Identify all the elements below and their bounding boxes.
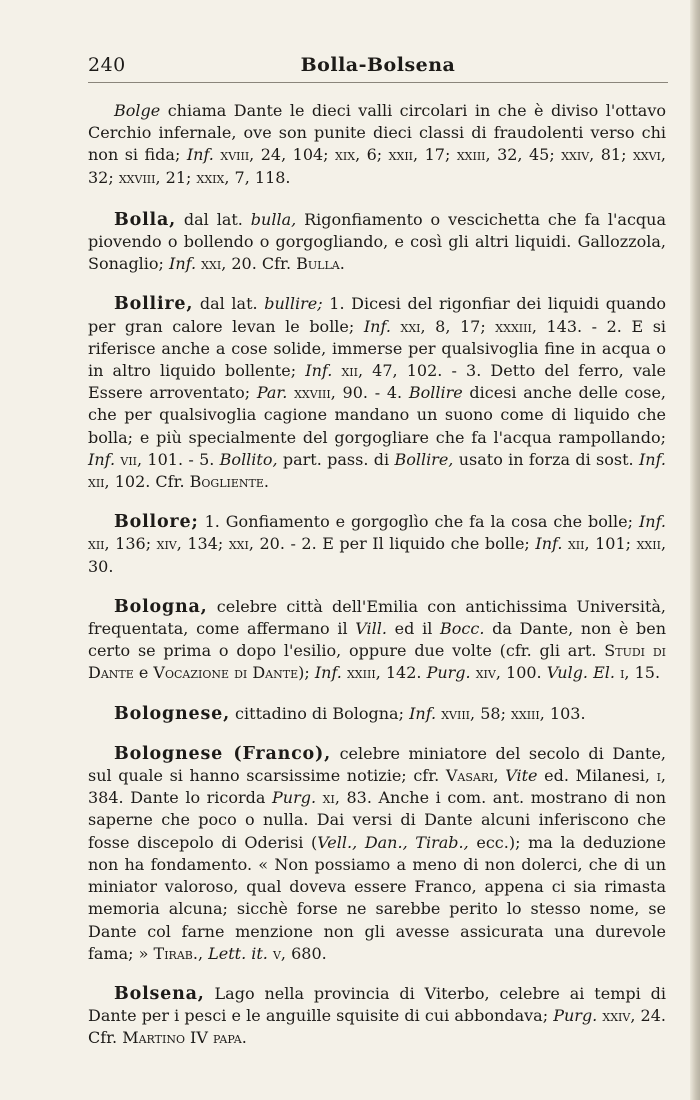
entry-bollore bbox=[88, 511, 666, 578]
smallcaps-text: xxiv bbox=[597, 1006, 631, 1026]
smallcaps-text: xxii bbox=[636, 534, 661, 554]
italic-text: Vell., Dan., Tirab., bbox=[317, 832, 469, 852]
entry-text: , 101. - 5. bbox=[137, 449, 220, 469]
entry-text: , 143. - 2. E si riferisce anche a cose solide, immerse per qualsivoglia fine in acqua o in altro liquido bollente; bbox=[88, 316, 667, 381]
entry-text: dicesi anche delle cose, che per qualsivoglia cagione mandano un suono come di liquido che bolla; e più specialmente del gorgogliare che fa l'acqua rampollando; bbox=[88, 383, 667, 447]
entry-text: , 136; bbox=[104, 534, 157, 554]
entry-text: , 142. bbox=[375, 663, 427, 683]
page-number: 240 bbox=[88, 54, 126, 76]
entry-headword: Bolla, bbox=[114, 209, 176, 230]
entry-text: dal lat. bbox=[176, 209, 251, 229]
entry-text: , 47, 102. - 3. Detto del ferro, vale Essere arroventato; bbox=[88, 361, 667, 403]
entry-text: , 20. - 2. E per Il liquido che bolle; bbox=[248, 534, 536, 554]
entry-text: , bbox=[197, 943, 209, 963]
smallcaps-text: xxvi bbox=[632, 145, 661, 165]
smallcaps-text: xviii bbox=[213, 145, 250, 165]
italic-text: Bolge bbox=[114, 101, 161, 120]
entry-text: ecc.); ma la deduzione non ha fondamento. « Non possiamo a meno di non dolerci, che di un miniator valoroso, qual doveva essere Franco, appena ci sia rimasta memoria alcuna; sicchè forse ne sarebbe perito lo stesso nome, se Dante col farne menzione non gli avesse assicurata una durevole fama; » bbox=[88, 832, 666, 963]
entry-headword: Bollore; bbox=[114, 512, 199, 533]
entry-headword: Bollire, bbox=[114, 294, 194, 315]
italic-text: Lett. it. bbox=[208, 943, 268, 963]
entry-text: , 384. Dante lo ricorda bbox=[88, 766, 667, 808]
entry-text: . bbox=[241, 1028, 247, 1048]
smallcaps-text: xxi bbox=[390, 316, 421, 336]
smallcaps-text: xii bbox=[332, 361, 358, 381]
entry-text: , 6; bbox=[355, 145, 389, 165]
smallcaps-text: xxii bbox=[388, 145, 414, 165]
entry-text: da Dante, non è ben certo se prima o dopo l'esilio, oppure due volte (cfr. gli art. bbox=[88, 619, 667, 661]
smallcaps-text: i bbox=[614, 663, 625, 683]
entry-text: celebre città dell'Emilia con antichissima Università, frequentata, come affermano il bbox=[88, 596, 666, 639]
smallcaps-text: i bbox=[656, 766, 661, 786]
smallcaps-text: Studi di Dante bbox=[88, 641, 666, 683]
smallcaps-text: xxviii bbox=[118, 167, 156, 187]
italic-text: Vulg. El. bbox=[546, 663, 615, 683]
entry-text: ed. Milanesi, bbox=[537, 766, 657, 786]
entry-text: , 32; bbox=[88, 145, 666, 187]
italic-text: Inf. bbox=[305, 361, 333, 381]
smallcaps-text: xii bbox=[562, 534, 585, 554]
entry-text: , 103. bbox=[539, 703, 586, 723]
smallcaps-text: xxi bbox=[228, 534, 249, 554]
entry-text: , 100. bbox=[495, 663, 547, 683]
entry-bolognese-franco bbox=[88, 743, 666, 965]
italic-text: Inf. bbox=[169, 254, 197, 274]
smallcaps-text: v bbox=[267, 943, 281, 963]
entry-headword: Bologna, bbox=[114, 596, 208, 617]
smallcaps-text: xxix bbox=[196, 167, 225, 187]
italic-text: Vill. bbox=[355, 619, 387, 639]
entry-text: , 90. - 4. bbox=[330, 383, 409, 403]
italic-text: Bollito, bbox=[219, 449, 278, 469]
entry-text: , 15. bbox=[624, 663, 661, 683]
smallcaps-text: xxviii bbox=[287, 383, 331, 403]
entry-text: , 81; bbox=[589, 145, 633, 165]
entry-text: part. pass. di bbox=[277, 449, 395, 469]
italic-text: Purg. bbox=[272, 788, 317, 808]
entry-bologna bbox=[88, 596, 666, 685]
smallcaps-text: Tirab. bbox=[153, 943, 198, 963]
entry-text: , 102. Cfr. bbox=[104, 472, 190, 492]
entry-text: e bbox=[133, 663, 154, 683]
smallcaps-text: xxiii bbox=[511, 703, 540, 723]
entry-text: , 20. Cfr. bbox=[221, 254, 297, 274]
entry-text: , 24. Cfr. bbox=[88, 1006, 666, 1048]
entry-text: . bbox=[263, 472, 269, 492]
italic-text: Inf. bbox=[638, 512, 666, 532]
entry-text: 1. Dicesi del rigonfiar dei liquidi quando per gran calore levan le bolle; bbox=[88, 294, 667, 336]
smallcaps-text: xiv bbox=[470, 663, 496, 683]
smallcaps-text: xxiii bbox=[341, 663, 376, 683]
entry-text: , 58; bbox=[470, 703, 512, 723]
entry-text: chiama Dante le dieci valli circolari in che è diviso l'ottavo Cerchio infernale, ove son punite dieci classi di fraudolenti verso chi non si fida; bbox=[88, 101, 666, 165]
entry-text: dal lat. bbox=[193, 294, 265, 314]
italic-text: Inf. bbox=[638, 449, 666, 469]
entry-text: Rigonfiamento o vescichetta che fa l'acqua piovendo o bollendo o gorgogliando, e così gli altri liquidi. Gallozzola, Sonaglio; bbox=[88, 209, 667, 274]
entry-text: , 30. bbox=[88, 534, 667, 576]
italic-text: Inf. bbox=[186, 145, 214, 165]
entry-text: , 83. Anche i com. ant. mostrano di non saperne che poco o nulla. Dai versi di Dante alcuni inferiscono che fosse discepolo di Oderisi ( bbox=[88, 788, 666, 852]
smallcaps-text: xviii bbox=[436, 703, 471, 723]
entry-text: , 32, 45; bbox=[485, 145, 562, 165]
smallcaps-text: xii bbox=[88, 534, 105, 554]
italic-text: Inf. bbox=[88, 449, 116, 469]
entry-text: 1. Gonfiamento e gorgoglìo che fa la cosa che bolle; bbox=[198, 512, 639, 532]
entry-bolsena bbox=[88, 983, 666, 1050]
entry-text: , 7, 118. bbox=[224, 167, 291, 187]
italic-text: Bocc. bbox=[440, 619, 485, 639]
smallcaps-text: xii bbox=[88, 472, 105, 492]
entry-text: ); bbox=[298, 663, 315, 683]
smallcaps-text: xiv bbox=[156, 534, 177, 554]
entry-text: , bbox=[493, 766, 506, 786]
entry-headword: Bolognese, bbox=[114, 703, 230, 724]
entry-text: . bbox=[339, 254, 345, 274]
entry-text: , 21; bbox=[155, 167, 197, 187]
entry-text: , 8, 17; bbox=[420, 316, 496, 336]
entry-bolognese bbox=[88, 703, 666, 725]
entry-text: , 17; bbox=[413, 145, 457, 165]
italic-text: Purg. bbox=[426, 663, 471, 683]
entry-headword: Bolognese (Franco), bbox=[114, 743, 332, 764]
italic-text: bullire; bbox=[264, 294, 323, 314]
entry-text: , 680. bbox=[280, 943, 327, 963]
smallcaps-text: Bulla bbox=[296, 254, 340, 274]
entry-text: cittadino di Bologna; bbox=[229, 703, 410, 723]
italic-text: Inf. bbox=[535, 534, 563, 554]
page-edge bbox=[690, 0, 700, 1100]
entry-bolge bbox=[88, 100, 666, 189]
entry-text: ed il bbox=[387, 619, 441, 639]
entry-text: , 101; bbox=[584, 534, 637, 554]
entry-headword: Bolsena, bbox=[114, 983, 205, 1004]
entry-text: , 134; bbox=[176, 534, 229, 554]
entry-bollire bbox=[88, 293, 666, 493]
page-header bbox=[88, 52, 668, 83]
smallcaps-text: xi bbox=[316, 788, 335, 808]
italic-text: Purg. bbox=[553, 1006, 598, 1026]
italic-text: Par. bbox=[256, 383, 288, 403]
dictionary-entries bbox=[88, 100, 666, 1068]
entry-text: usato in forza di sost. bbox=[453, 449, 639, 469]
smallcaps-text: xxiv bbox=[561, 145, 590, 165]
entry-text: celebre miniatore del secolo di Dante, sul quale si hanno scarsissime notizie; cfr. bbox=[88, 743, 667, 786]
smallcaps-text: Martino IV papa bbox=[122, 1028, 242, 1048]
entry-bolla bbox=[88, 209, 666, 276]
smallcaps-text: Vasari bbox=[445, 766, 494, 786]
smallcaps-text: xxxiii bbox=[495, 316, 532, 336]
italic-text: Inf. bbox=[363, 316, 391, 336]
italic-text: Bollire bbox=[408, 383, 463, 403]
smallcaps-text: Bogliente bbox=[189, 472, 264, 492]
smallcaps-text: xxi bbox=[196, 254, 222, 274]
smallcaps-text: Vocazione di Dante bbox=[153, 663, 299, 683]
smallcaps-text: vii bbox=[115, 449, 138, 469]
italic-text: Vite bbox=[505, 766, 538, 786]
entry-text: Lago nella provincia di Viterbo, celebre ai tempi di Dante per i pesci e le anguille squisite di cui abbondava; bbox=[88, 983, 666, 1026]
running-head: Bolla-Bolsena bbox=[300, 54, 456, 76]
italic-text: Inf. bbox=[409, 703, 437, 723]
italic-text: Bollire, bbox=[394, 449, 454, 469]
entry-text: , 24, 104; bbox=[249, 145, 336, 165]
italic-text: Inf. bbox=[314, 663, 342, 683]
smallcaps-text: xxiii bbox=[456, 145, 486, 165]
italic-text: bulla, bbox=[250, 209, 297, 229]
smallcaps-text: xix bbox=[335, 145, 356, 165]
